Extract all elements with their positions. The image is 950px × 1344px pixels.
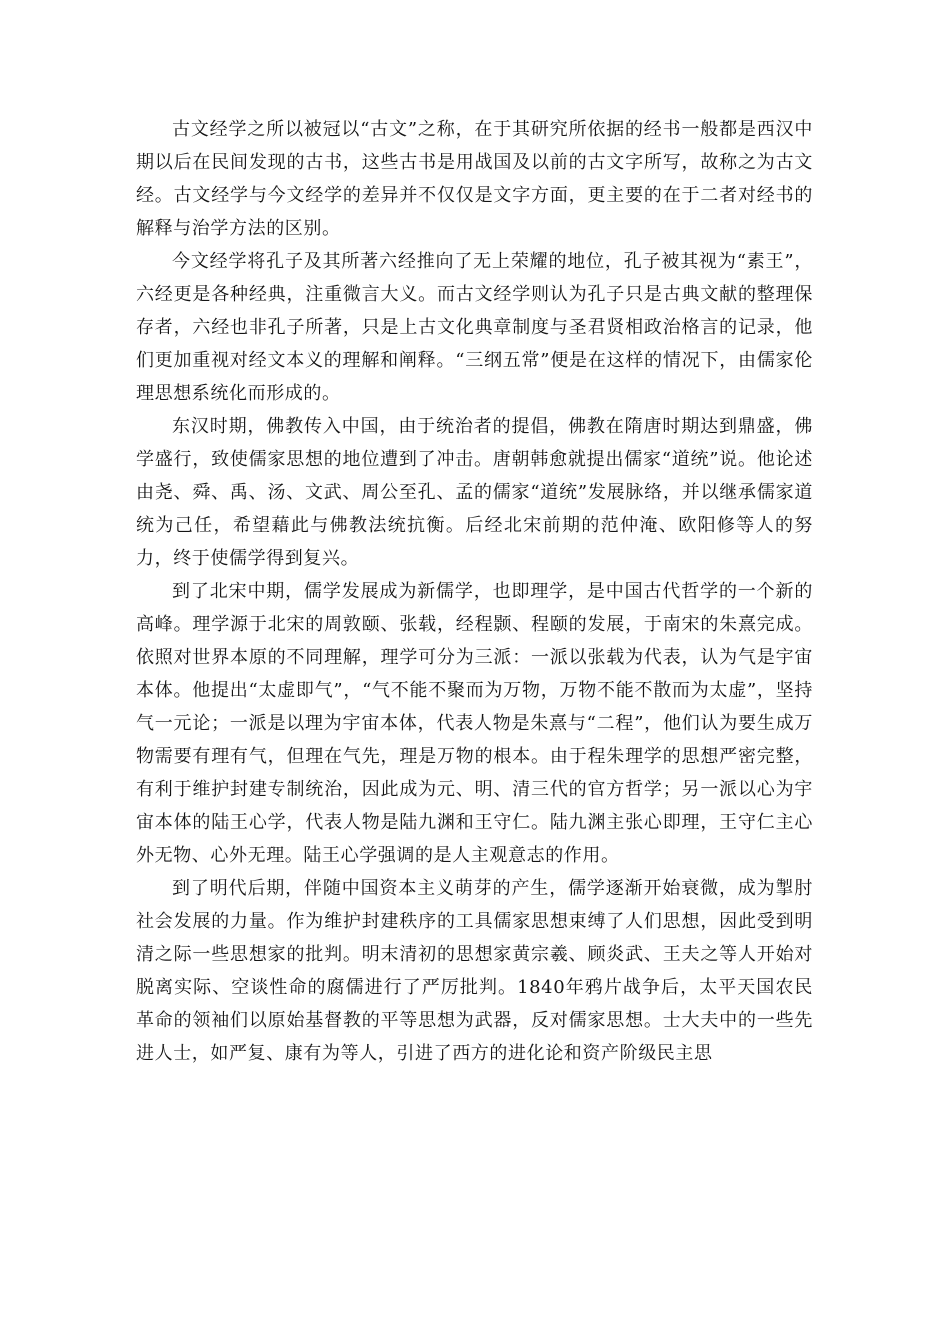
- document-body: [136, 113, 813, 1070]
- paragraph-beisong-lixue: 到了北宋中期，儒学发展成为新儒学，也即理学，是中国古代哲学的一个新的高峰。理学源于北宋的周敦颐、张载，经程颢、程颐的发展，于南宋的朱熹完成。依照对世界本原的不同理解，理学可分为三派：一派以张载为代表，认为气是宇宙本体。他提出“太虚即气”，“气不能不聚而为万物，万物不能不散而为太虚”，坚持气一元论；一派是以理为宇宙本体，代表人物是朱熹与“二程”，他们认为要生成万物需要有理有气，但理在气先，理是万物的根本。由于程朱理学的思想严密完整，有利于维护封建专制统治，因此成为元、明、清三代的官方哲学；另一派以心为宇宙本体的陆王心学，代表人物是陆九渊和王守仁。陆九渊主张心即理，王守仁主心外无物、心外无理。陆王心学强调的是人主观意志的作用。: [136, 581, 813, 866]
- paragraph-guwen-jingxue: 古文经学之所以被冠以“古文”之称，在于其研究所依据的经书一般都是西汉中期以后在民间发现的古书，这些古书是用战国及以前的古文字所写，故称之为古文经。古文经学与今文经学的差异并不仅仅是文字方面，更主要的在于二者对经书的解释与治学方法的区别。: [136, 119, 813, 239]
- paragraph-mingdai-houqi: 到了明代后期，伴随中国资本主义萌芽的产生，儒学逐渐开始衰微，成为掣肘社会发展的力量。作为维护封建秩序的工具儒家思想束缚了人们思想，因此受到明清之际一些思想家的批判。明末清初的思想家黄宗羲、顾炎武、王夫之等人开始对脱离实际、空谈性命的腐儒进行了严厉批判。1840年鸦片战争后，太平天国农民革命的领袖们以原始基督教的平等思想为武器，反对儒家思想。士大夫中的一些先进人士，如严复、康有为等人，引进了西方的进化论和资产阶级民主思: [136, 878, 813, 1064]
- paragraph-donghan-fojiao: 东汉时期，佛教传入中国，由于统治者的提倡，佛教在隋唐时期达到鼎盛，佛学盛行，致使儒家思想的地位遭到了冲击。唐朝韩愈就提出儒家“道统”说。他论述由尧、舜、禹、汤、文武、周公至孔、孟的儒家“道统”发展脉络，并以继承儒家道统为己任，希望藉此与佛教法统抗衡。后经北宋前期的范仲淹、欧阳修等人的努力，终于使儒学得到复兴。: [136, 416, 813, 569]
- paragraph-jinwen-jingxue: 今文经学将孔子及其所著六经推向了无上荣耀的地位，孔子被其视为“素王”，六经更是各种经典，注重微言大义。而古文经学则认为孔子只是古典文献的整理保存者，六经也非孔子所著，只是上古文化典章制度与圣君贤相政治格言的记录，他们更加重视对经文本义的理解和阐释。“三纲五常”便是在这样的情况下，由儒家伦理思想系统化而形成的。: [136, 251, 813, 404]
